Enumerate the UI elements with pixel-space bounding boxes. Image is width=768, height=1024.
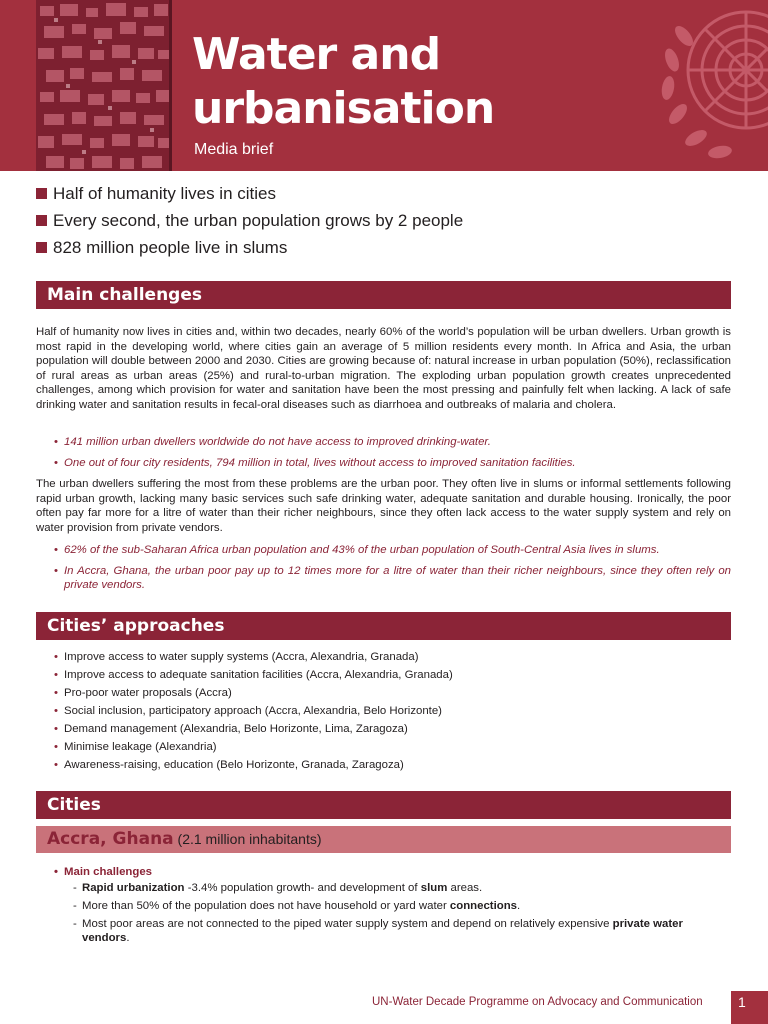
page-title: Water and urbanisation (192, 29, 495, 134)
key-fact: Half of humanity lives in cities (36, 180, 736, 207)
header-band (0, 0, 768, 171)
highlight-item: • In Accra, Ghana, the urban poor pay up to 12 times more for a litre of water than their richer neighbours, since they often rely on private vendors. (54, 564, 731, 593)
list-item: • Social inclusion, participatory approach (Accra, Alexandria, Belo Horizonte) (54, 702, 731, 720)
key-facts-list (36, 180, 736, 261)
highlight-item: • 62% of the sub-Saharan Africa urban population and 43% of the urban population of South-Central Asia lives in slums. (54, 543, 731, 558)
highlight-list-1 (54, 435, 731, 476)
footer-programme: UN-Water Decade Programme on Advocacy and Communication (372, 996, 703, 1008)
city-heading-accra (36, 826, 731, 853)
approaches-list (54, 648, 731, 774)
main-challenges-paragraph-2: The urban dwellers suffering the most from these problems are the urban poor. They often live in slums or informal settlements following rapid urban growth, lacking many basic services such safe drinking water, adequate sanitation and durable housing. Ironically, the poor often pay far more for a litre of water than their richer neighbours, since they often lack access to the water supply system and rely on water provision from private vendors. (36, 478, 731, 534)
challenge-item: - Rapid urbanization -3.4% population growth- and development of slum areas. (54, 881, 731, 895)
square-bullet-icon (36, 215, 47, 226)
highlight-item: • 141 million urban dwellers worldwide do not have access to improved drinking-water. (54, 435, 731, 450)
list-item: • Awareness-raising, education (Belo Horizonte, Granada, Zaragoza) (54, 756, 731, 774)
challenges-label: • Main challenges (54, 863, 731, 881)
accra-challenges (54, 863, 731, 949)
city-name: Accra, Ghana (47, 829, 174, 849)
challenge-item: - More than 50% of the population does not have household or yard water connections. (54, 899, 731, 913)
list-item: • Improve access to water supply systems (Accra, Alexandria, Granada) (54, 648, 731, 666)
list-item: • Improve access to adequate sanitation facilities (Accra, Alexandria, Granada) (54, 666, 731, 684)
square-bullet-icon (36, 188, 47, 199)
main-challenges-paragraph-1: Half of humanity now lives in cities and, within two decades, nearly 60% of the world’s population will be urban dwellers. Urban growth is most rapid in the developing world, where cities gain an average of 5 million residents every month. In Africa and Asia, the urban population will double between 2000 and 2030. Cities are growing because of: natural increase in urban population (50%), reclassification of rural areas as urban areas (25%) and rural-to-urban migration. The exploding urban population growth creates unprecedented challenges, among which provision for water and sanitation have been the most pressing and painfully felt when lacking. A lack of safe drinking water and sanitation results in fecal-oral diseases such as diarrhoea and outbreaks of malaria and cholera. (36, 326, 731, 411)
square-bullet-icon (36, 242, 47, 253)
highlight-list-2 (54, 543, 731, 599)
un-emblem-icon (660, 0, 768, 171)
highlight-item: • One out of four city residents, 794 million in total, lives without access to improved sanitation facilities. (54, 456, 731, 471)
city-population: (2.1 million inhabitants) (177, 831, 322, 847)
section-heading-cities: Cities (36, 791, 731, 819)
cover-photo-slums (36, 0, 172, 171)
list-item: • Pro-poor water proposals (Accra) (54, 684, 731, 702)
list-item: • Minimise leakage (Alexandria) (54, 738, 731, 756)
challenge-item: - Most poor areas are not connected to the piped water supply system and depend on relatively expensive private water vendors. (54, 917, 731, 945)
page-subtitle: Media brief (194, 141, 274, 158)
page-number: 1 (731, 991, 768, 1024)
key-fact: 828 million people live in slums (36, 234, 736, 261)
section-heading-main-challenges: Main challenges (36, 281, 731, 309)
section-heading-cities-approaches: Cities’ approaches (36, 612, 731, 640)
key-fact: Every second, the urban population grows by 2 people (36, 207, 736, 234)
list-item: • Demand management (Alexandria, Belo Horizonte, Lima, Zaragoza) (54, 720, 731, 738)
